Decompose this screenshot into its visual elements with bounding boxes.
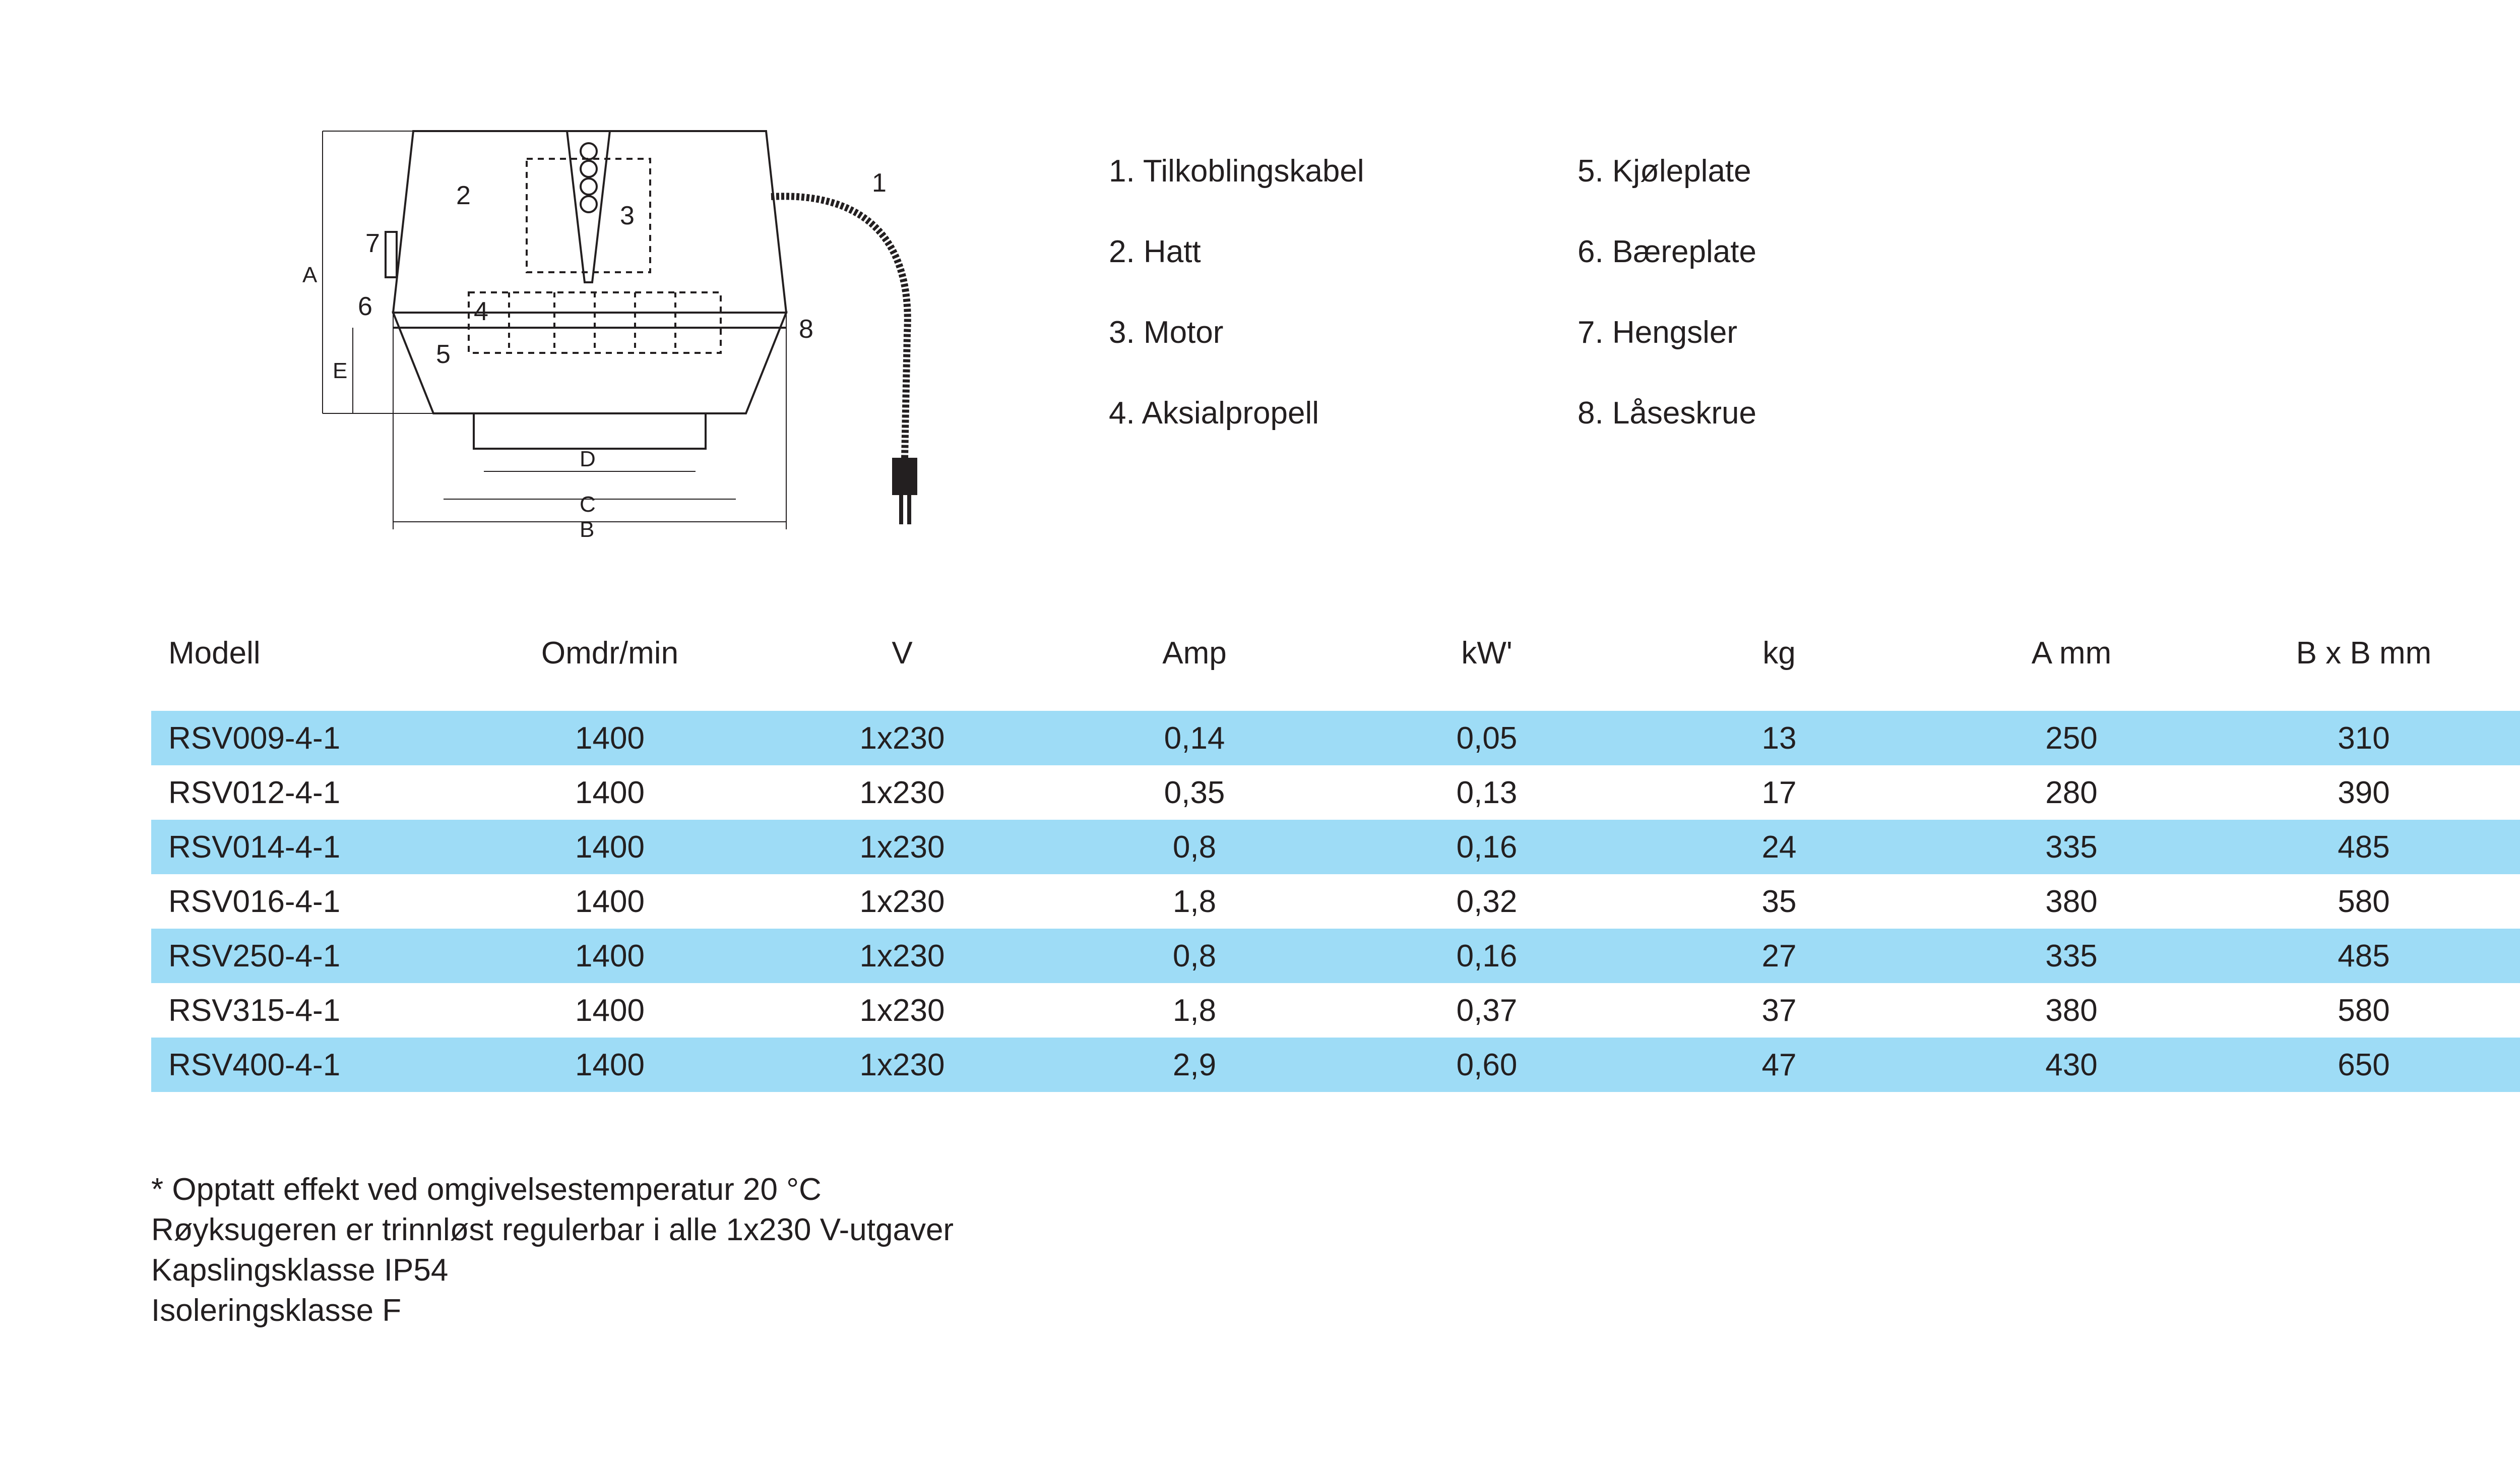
- value-cell: 310: [2338, 720, 2390, 756]
- value-cell: [2510, 983, 2520, 1038]
- legend-item: 3. Motor: [1109, 315, 1224, 350]
- dimension-b: B: [580, 517, 595, 542]
- legend-item: 1. Tilkoblingskabel: [1109, 154, 1364, 189]
- callout-3: 3: [620, 201, 635, 230]
- column-header: Amp: [1162, 636, 1227, 671]
- value-cell: 1400: [575, 829, 645, 865]
- value-cell: 580: [2338, 884, 2390, 919]
- value-cell: 1x230: [859, 993, 945, 1028]
- legend-item: 5. Kjøleplate: [1578, 154, 1751, 189]
- callout-8: 8: [799, 315, 813, 344]
- column-header: kW': [1461, 636, 1513, 671]
- dimension-c: C: [580, 492, 596, 517]
- model-cell: RSV315-4-1: [168, 993, 341, 1028]
- value-cell: 35: [1761, 884, 1797, 919]
- value-cell: 0,8: [1172, 938, 1217, 974]
- value-cell: [2510, 874, 2520, 929]
- model-cell: RSV016-4-1: [168, 884, 341, 919]
- column-header: Omdr/min: [541, 636, 679, 671]
- legend-item: 2. Hatt: [1109, 234, 1201, 269]
- legend-item: 8. Låseskrue: [1578, 396, 1756, 431]
- value-cell: 1x230: [859, 938, 945, 974]
- model-cell: RSV250-4-1: [168, 938, 341, 974]
- callout-4: 4: [474, 297, 488, 326]
- column-header: B x B mm: [2296, 636, 2432, 671]
- note-line: Isoleringsklasse F: [151, 1293, 402, 1328]
- value-cell: 1400: [575, 720, 645, 756]
- value-cell: 1x230: [859, 829, 945, 865]
- legend-item: 4. Aksialpropell: [1109, 396, 1319, 431]
- value-cell: [2510, 711, 2520, 765]
- table-row: [151, 711, 2520, 765]
- value-cell: 1x230: [859, 720, 945, 756]
- value-cell: [2510, 765, 2520, 820]
- column-header: [2510, 635, 2520, 711]
- callout-7: 7: [365, 229, 380, 258]
- column-header: A mm: [2031, 636, 2112, 671]
- value-cell: 485: [2338, 938, 2390, 974]
- table-row: [151, 765, 2520, 820]
- legend-item: 6. Bæreplate: [1578, 234, 1756, 269]
- table-body: [151, 711, 2520, 1092]
- value-cell: 1x230: [859, 1047, 945, 1082]
- value-cell: 380: [2045, 884, 2098, 919]
- value-cell: 280: [2045, 775, 2098, 810]
- table-row: [151, 874, 2520, 929]
- callout-6: 6: [358, 292, 372, 321]
- value-cell: [2510, 820, 2520, 874]
- value-cell: 335: [2045, 829, 2098, 865]
- value-cell: 0,60: [1456, 1047, 1518, 1082]
- model-cell: RSV012-4-1: [168, 775, 341, 810]
- value-cell: 13: [1761, 720, 1797, 756]
- column-header: Modell: [168, 636, 261, 671]
- value-cell: 250: [2045, 720, 2098, 756]
- value-cell: 1400: [575, 775, 645, 810]
- value-cell: 0,37: [1456, 993, 1518, 1028]
- table-row: [151, 929, 2520, 983]
- value-cell: [2510, 1038, 2520, 1092]
- value-cell: 485: [2338, 829, 2390, 865]
- value-cell: 335: [2045, 938, 2098, 974]
- value-cell: 650: [2338, 1047, 2390, 1082]
- callout-5: 5: [436, 340, 451, 369]
- value-cell: 380: [2045, 993, 2098, 1028]
- fan-technical-drawing: [262, 91, 998, 544]
- model-cell: RSV014-4-1: [168, 829, 341, 865]
- callout-2: 2: [456, 181, 471, 210]
- value-cell: 2,9: [1172, 1047, 1217, 1082]
- value-cell: 47: [1761, 1047, 1797, 1082]
- value-cell: 0,32: [1456, 884, 1518, 919]
- value-cell: 27: [1761, 938, 1797, 974]
- note-line: Røyksugeren er trinnløst regulerbar i alle 1x230 V-utgaver: [151, 1212, 954, 1247]
- fan-drawing-svg: [262, 91, 998, 544]
- value-cell: 24: [1761, 829, 1797, 865]
- column-header: kg: [1762, 636, 1796, 671]
- value-cell: 0,14: [1164, 720, 1225, 756]
- value-cell: 1x230: [859, 775, 945, 810]
- value-cell: 430: [2045, 1047, 2098, 1082]
- note-line: Kapslingsklasse IP54: [151, 1253, 449, 1288]
- footnotes: [151, 1170, 954, 1331]
- value-cell: 0,16: [1456, 938, 1518, 974]
- table-header-row: [151, 635, 2520, 711]
- value-cell: 0,16: [1456, 829, 1518, 865]
- specification-table: [151, 635, 2520, 1092]
- value-cell: 37: [1761, 993, 1797, 1028]
- collar-outline: [474, 413, 706, 449]
- dimension-d: D: [580, 447, 596, 471]
- model-cell: RSV400-4-1: [168, 1047, 341, 1082]
- value-cell: 1,8: [1172, 884, 1217, 919]
- model-cell: RSV009-4-1: [168, 720, 341, 756]
- value-cell: 1400: [575, 1047, 645, 1082]
- legend-item: 7. Hengsler: [1578, 315, 1738, 350]
- value-cell: 1,8: [1172, 993, 1217, 1028]
- value-cell: 1x230: [859, 884, 945, 919]
- dimension-e: E: [333, 358, 348, 383]
- value-cell: 17: [1761, 775, 1797, 810]
- dimension-a: A: [302, 263, 318, 287]
- table-row: [151, 1038, 2520, 1092]
- column-header: V: [892, 636, 913, 671]
- table-row: [151, 983, 2520, 1038]
- value-cell: 0,13: [1456, 775, 1518, 810]
- legend-left-column: [1109, 151, 1364, 474]
- value-cell: 0,05: [1456, 720, 1518, 756]
- table-row: [151, 820, 2520, 874]
- value-cell: 580: [2338, 993, 2390, 1028]
- value-cell: 390: [2338, 775, 2390, 810]
- value-cell: 0,8: [1172, 829, 1217, 865]
- cable: [771, 196, 908, 459]
- callout-1: 1: [872, 168, 887, 198]
- note-line: * Opptatt effekt ved omgivelsestemperatur 20 °C: [151, 1172, 822, 1207]
- value-cell: 1400: [575, 884, 645, 919]
- legend-right-column: [1578, 151, 1756, 474]
- value-cell: [2510, 929, 2520, 983]
- value-cell: 1400: [575, 938, 645, 974]
- value-cell: 0,35: [1164, 775, 1225, 810]
- value-cell: 1400: [575, 993, 645, 1028]
